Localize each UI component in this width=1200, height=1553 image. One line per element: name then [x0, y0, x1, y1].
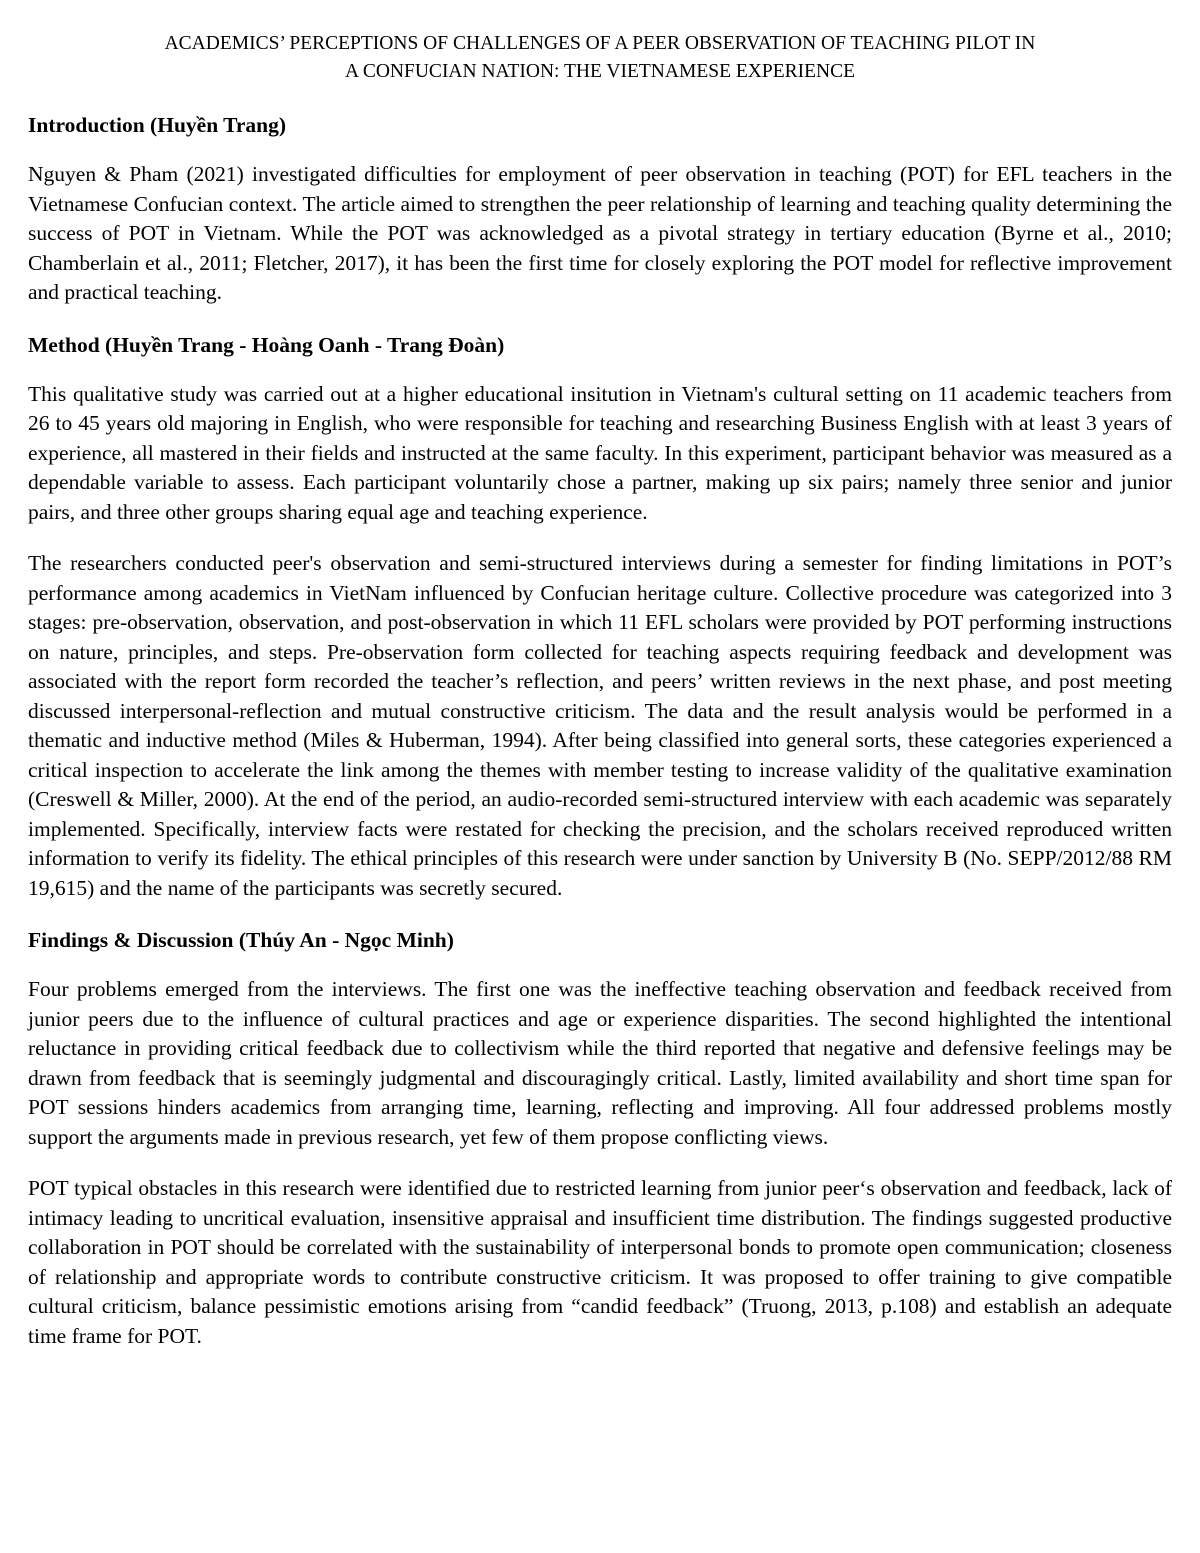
method-heading: Method (Huyền Trang - Hoàng Oanh - Trang Đoàn): [28, 332, 505, 357]
findings-paragraph-1: Four problems emerged from the interviews. The first one was the ineffective teaching observation and feedback received from junior peers due to the influence of cultural practices and age or experience disparities. The second highlighted the intentional reluctance in providing critical feedback due to collectivism while the third reported that negative and defensive feelings may be drawn from feedback that is seemingly judgmental and discouragingly critical. Lastly, limited availability and short time span for POT sessions hinders academics from arranging time, learning, reflecting and improving. All four addressed problems mostly support the arguments made in previous research, yet few of them propose conflicting views.: [28, 977, 1172, 1149]
introduction-paragraph-1: Nguyen & Pham (2021) investigated difficulties for employment of peer observation in teaching (POT) for EFL teachers in the Vietnamese Confucian context. The article aimed to strengthen the peer relationship of learning and teaching quality determining the success of POT in Vietnam. While the POT was acknowledged as a pivotal strategy in tertiary education (Byrne et al., 2010; Chamberlain et al., 2011; Fletcher, 2017), it has been the first time for closely exploring the POT model for reflective improvement and practical teaching.: [28, 162, 1172, 304]
findings-heading: Findings & Discussion (Thúy An - Ngọc Minh): [28, 928, 454, 952]
method-paragraph-1: This qualitative study was carried out at a higher educational insitution in Vietnam's cultural setting on 11 academic teachers from 26 to 45 years old majoring in English, who were responsible for teaching and researching Business English with at least 3 years of experience, all mastered in their fields and instructed at the same faculty. In this experiment, participant behavior was measured as a dependable variable to assess. Each participant voluntarily chose a partner, making up six pairs; namely three senior and junior pairs, and three other groups sharing equal age and teaching experience.: [28, 381, 1172, 524]
findings-section: [28, 925, 1172, 1351]
findings-paragraph-2: POT typical obstacles in this research were identified due to restricted learning from junior peer‘s observation and feedback, lack of intimacy leading to uncritical evaluation, insensitive appraisal and insufficient time distribution. The findings suggested productive collaboration in POT should be correlated with the sustainability of interpersonal bonds to promote open communication; closeness of relationship and appropriate words to contribute constructive criticism. It was proposed to offer training to give compatible cultural criticism, balance pessimistic emotions arising from “candid feedback” (Truong, 2013, p.108) and establish an adequate time frame for POT.: [28, 1176, 1172, 1348]
method-section: [28, 330, 1172, 904]
document-page: [28, 30, 1172, 1373]
document-title-line-2: A CONFUCIAN NATION: THE VIETNAMESE EXPERIENCE: [344, 61, 856, 82]
method-paragraph-2: The researchers conducted peer's observation and semi-structured interviews during a semester for finding limitations in POT’s performance among academics in VietNam influenced by Confucian heritage culture. Collective procedure was categorized into 3 stages: pre-observation, observation, and post-observation in which 11 EFL scholars were provided by POT performing instructions on nature, principles, and steps. Pre-observation form collected for teaching aspects requiring feedback and development was associated with the report form recorded the teacher’s reflection, and peers’ written reviews in the next phase, and post meeting discussed interpersonal-reflection and mutual constructive criticism. The data and the result analysis would be performed in a thematic and inductive method (Miles & Huberman, 1994). After being classified into general sorts, these categories experienced a critical inspection to accelerate the link among the themes with member testing to increase validity of the qualitative examination (Creswell & Miller, 2000). At the end of the period, an audio-recorded semi-structured interview with each academic was separately implemented. Specifically, interview facts were restated for checking the precision, and the scholars received reproduced written information to verify its fidelity. The ethical principles of this research were under sanction by University B (No. SEPP/2012/88 RM 19,615) and the name of the participants was secretly secured.: [28, 551, 1172, 900]
document-title: [28, 30, 1172, 86]
introduction-heading: Introduction (Huyền Trang): [28, 113, 287, 137]
document-title-line-1: ACADEMICS’ PERCEPTIONS OF CHALLENGES OF A PEER OBSERVATION OF TEACHING PILOT IN: [164, 33, 1036, 54]
introduction-section: [28, 110, 1172, 308]
